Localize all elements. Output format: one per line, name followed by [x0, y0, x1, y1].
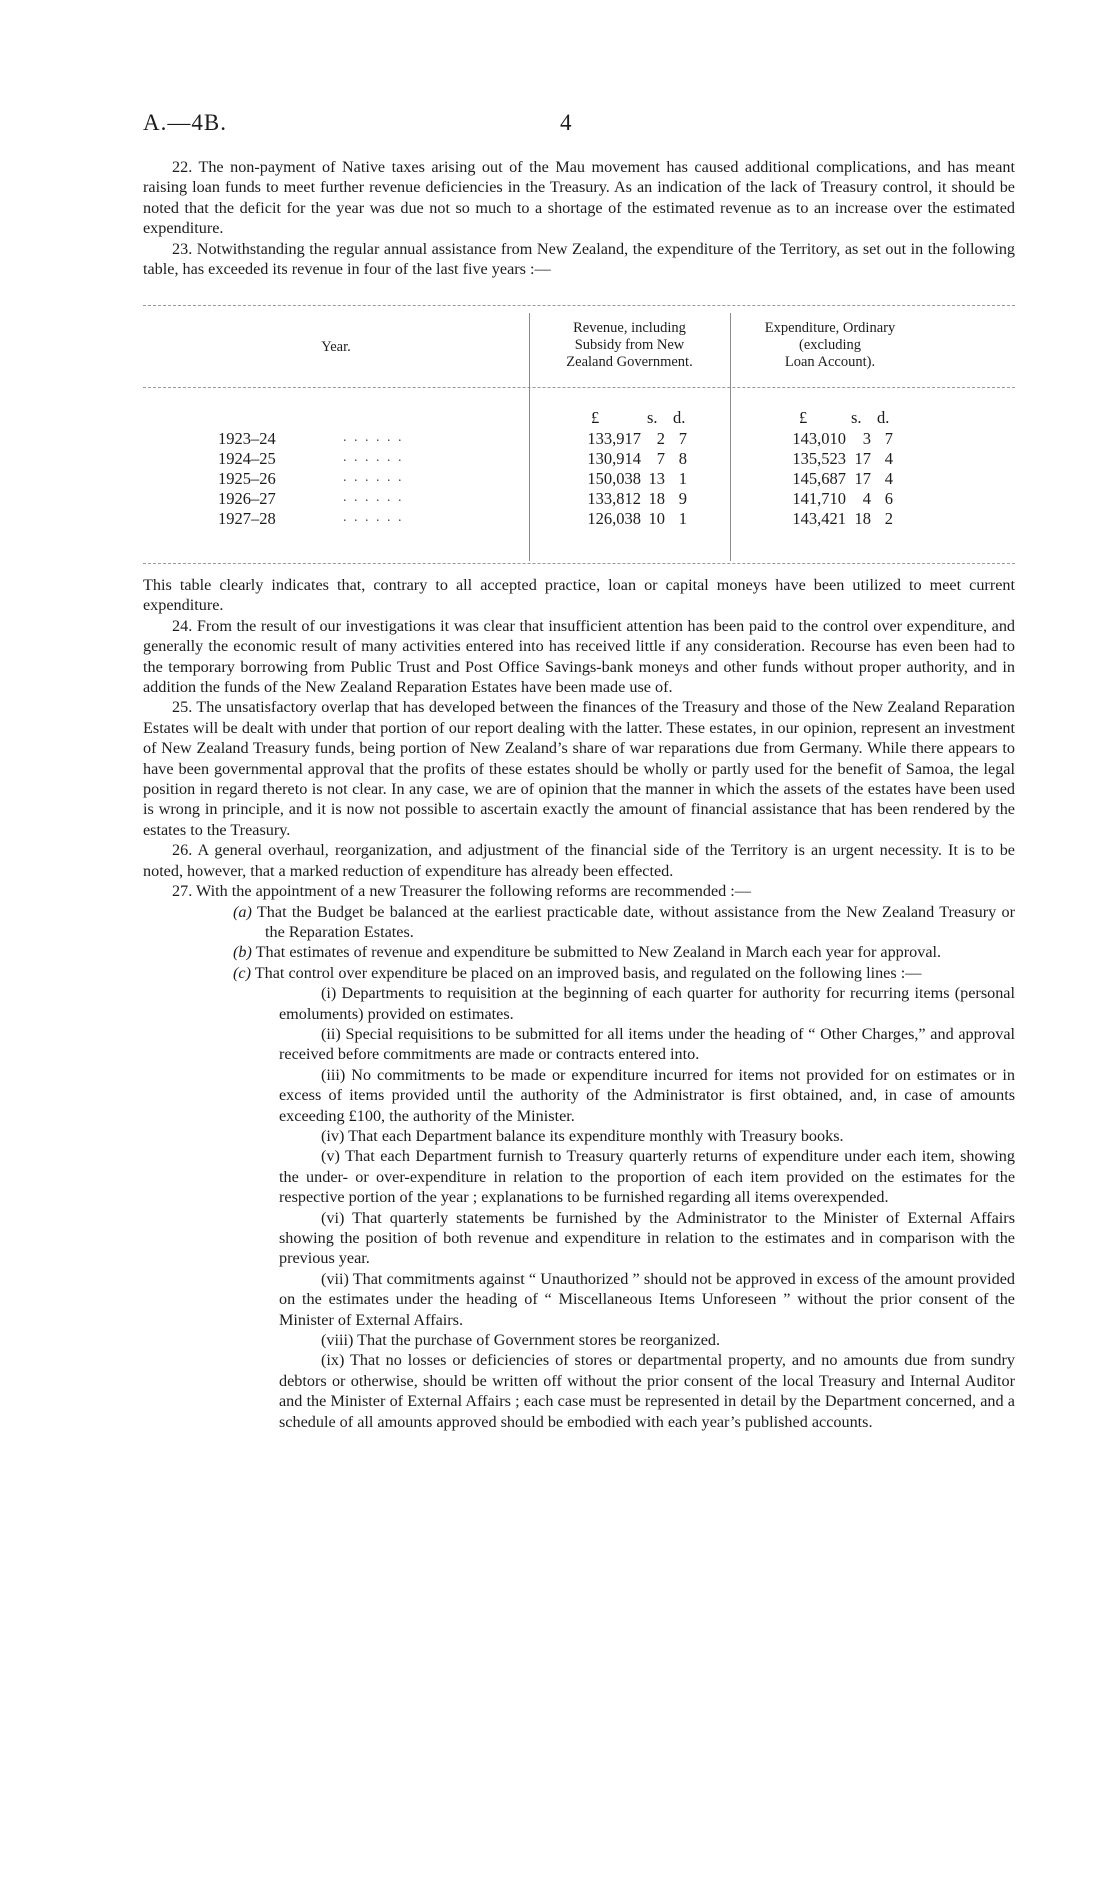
currency-shillings: s. — [851, 408, 862, 427]
control-item: (viii) That the purchase of Government stores be reorganized. — [321, 1331, 721, 1350]
body-text — [143, 575, 1015, 1432]
control-item: (iv) That each Department balance its expenditure monthly with Treasury books. — [321, 1126, 844, 1145]
table-conclusion: This table clearly indicates that, contrary to all accepted practice, loan or capital moneys have been utilized to meet current expenditure. — [143, 576, 1015, 615]
paragraph-27: 27. With the appointment of a new Treasurer the following reforms are recommended :— — [172, 882, 751, 901]
column-header-year: Year. — [321, 339, 351, 355]
paragraph-24: 24. From the result of our investigations it was clear that insufficient attention has been paid to the control over expenditure, and generally the economic result of many activities entered into has received little if any consideration. Recourse has even been had to the temporary borrowing from Public Trust and Post Office Savings-bank moneys and other funds without proper authority, and in addition the funds of the New Zealand Reparation Estates have been made use of. — [143, 616, 1016, 697]
control-item: (ii) Special requisitions to be submitted for all items under the heading of “ Other Charges,” and approval received before commitments are made or contracts entered into. — [279, 1024, 1016, 1064]
page-number: 4 — [560, 110, 572, 135]
paragraph-26: 26. A general overhaul, reorganization, and adjustment of the financial side of the Territory is an urgent necessity. It is to be noted, however, that a marked reduction of expenditure has already been effected. — [143, 841, 1015, 880]
table-header-rule — [143, 387, 1015, 388]
revenue-expenditure-table: Year. Revenue, including Subsidy from New Zealand Government. Expenditure, Ordinary (excluding Loan Account). £ s. d. £ s. d. 1923–24 . . . . . . 133,917 2 7 143,010 3 7 1924–25 . . . . . . 130,914 7 8 135,523 17 4 1925–26 . . . . . . 150,038 13 1 145,687 17 4 1926–27 . . . . . . 133,812 18 9 141,710 4 6 1927–28 . . . . . . 126,038 10 1 143,421 18 2 — [143, 305, 1015, 565]
column-header-expenditure: Expenditure, Ordinary (excluding Loan Account). — [764, 320, 896, 370]
currency-pound: £ — [799, 408, 808, 427]
control-item: (vii) That commitments against “ Unauthorized ” should not be approved in excess of the amount provided on the estimates under the heading of “ Miscellaneous Items Unforeseen ” without the prior consent of the Minister of External Affairs. — [279, 1269, 1015, 1329]
reform-a: (a) That the Budget be balanced at the earliest practicable date, without assistance from the New Zealand Treasury or the Reparation Estates. — [233, 902, 1015, 941]
control-item: (ix) That no losses or deficiencies of stores or departmental property, and no amounts due from sundry debtors or otherwise, should be written off without the prior consent of the local Treasury and Internal Auditor and the Minister of External Affairs ; each case must be represented in detail by the Department concerned, and a schedule of all amounts approved should be embodied with each year’s published accounts. — [279, 1351, 1015, 1431]
currency-pence: d. — [673, 408, 686, 427]
paragraph-23: 23. Notwithstanding the regular annual assistance from New Zealand, the expenditure of the Territory, as set out in the following table, has exceeded its revenue in four of the last five years :— — [143, 239, 1016, 279]
paragraph-22: 22. The non-payment of Native taxes arising out of the Mau movement has caused additional complications, and has meant raising loan funds to meet further revenue deficiencies in the Treasury. As an indication of the lack of Treasury control, it should be noted that the deficit for the year was due not so much to a shortage of the estimated revenue as to an increase over the estimated expenditure. — [143, 158, 1015, 238]
control-item: (iii) No commitments to be made or expenditure incurred for items not provided for on estimates or in excess of items provided until the authority of the Administrator is first obtained, and, in case of amounts exceeding £100, the authority of the Minister. — [279, 1065, 1016, 1125]
currency-pound: £ — [591, 408, 600, 427]
paragraph-25: 25. The unsatisfactory overlap that has developed between the finances of the Treasury and those of the New Zealand Reparation Estates will be dealt with under that portion of our report dealing with the latter. These estates, in our opinion, represent an investment of New Zealand Treasury funds, being portion of New Zealand’s share of war reparations due from Germany. While there appears to have been governmental approval that the profits of these estates should be wholly or partly used for the benefit of Samoa, the legal position in regard thereto is not clear. In any case, we are of opinion that the manner in which the assets of the estates have been used is wrong in principle, and it is now not possible to ascertain exactly the amount of financial assistance that has been rendered by the estates to the Treasury. — [143, 698, 1015, 839]
document-reference: A.—4B. — [143, 110, 227, 135]
control-item: (i) Departments to requisition at the beginning of each quarter for authority for recurring items (personal emoluments) provided on estimates. — [279, 984, 1015, 1023]
column-header-revenue: Revenue, including Subsidy from New Zealand Government. — [566, 320, 693, 370]
control-item: (v) That each Department furnish to Treasury quarterly returns of expenditure under each item, showing the under- or over-expenditure in relation to the proportion of each item provided on the estimates for the respective portion of the year ; explanations to be furnished regarding all items overexpended. — [279, 1147, 1015, 1207]
reform-b: (b) That estimates of revenue and expenditure be submitted to New Zealand in March each year for approval. — [233, 943, 942, 962]
intro-paragraphs — [143, 157, 1015, 279]
reform-c: (c) That control over expenditure be placed on an improved basis, and regulated on the following lines :— — [233, 963, 922, 982]
control-item: (vi) That quarterly statements be furnished by the Administrator to the Minister of External Affairs showing the position of both revenue and expenditure in relation to the estimates and in comparison with the previous year. — [279, 1208, 1015, 1268]
currency-shillings: s. — [647, 408, 658, 427]
currency-pence: d. — [877, 408, 890, 427]
table-top-rule — [143, 305, 1015, 306]
table-bottom-rule — [143, 563, 1015, 564]
